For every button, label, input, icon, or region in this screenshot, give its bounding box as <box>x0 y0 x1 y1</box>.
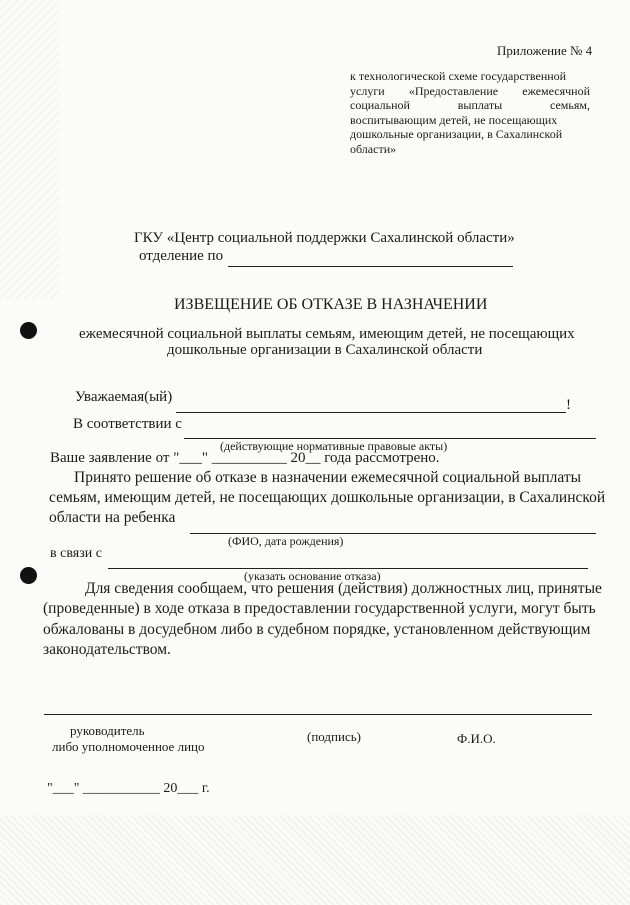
head-label-2: либо уполномоченное лицо <box>52 739 205 754</box>
greeting-label: Уважаемая(ый) <box>75 389 173 405</box>
decision-line-2: семьям, имеющим детей, не посещающих дошкольные организации, в Сахалинской <box>49 489 606 506</box>
application-date-line: Ваше заявление от "___" __________ 20__ года рассмотрено. <box>50 450 440 466</box>
appendix-title: Приложение № 4 <box>497 43 593 58</box>
department-field-line <box>228 266 513 267</box>
greeting-name-line <box>176 412 566 413</box>
appendix-line: области» <box>350 141 397 156</box>
punch-hole-top <box>20 322 37 339</box>
org-name: ГКУ «Центр социальной поддержки Сахалинской области» <box>134 230 515 246</box>
decision-line-3: области на ребенка <box>49 509 176 526</box>
scan-noise-bottom <box>0 815 630 905</box>
appendix-line: социальной выплаты семьям, <box>350 98 590 112</box>
appendix-line: к технологической схеме государственной <box>350 69 567 83</box>
head-label-1: руководитель <box>70 723 145 738</box>
notice-subtitle-2: дошкольные организации в Сахалинской области <box>167 342 483 358</box>
info-line-1: Для сведения сообщаем, что решения (действия) должностных лиц, принятые <box>85 580 602 597</box>
accordance-hint: (действующие нормативные правовые акты) <box>220 439 448 453</box>
scan-noise-left <box>0 0 60 300</box>
punch-hole-bottom <box>20 567 37 584</box>
info-line-4: законодательством. <box>43 641 171 658</box>
reason-hint: (указать основание отказа) <box>244 569 381 583</box>
name-label: Ф.И.О. <box>457 731 496 746</box>
appendix-block <box>350 69 590 156</box>
notice-title: ИЗВЕЩЕНИЕ ОБ ОТКАЗЕ В НАЗНАЧЕНИИ <box>174 296 488 313</box>
appendix-line: дошкольные организации, в Сахалинской <box>350 127 563 141</box>
greeting-exclamation: ! <box>566 397 571 413</box>
appendix-line: услуги «Предоставление ежемесячной <box>350 83 590 98</box>
signature-date-line: "___" ___________ 20___ г. <box>47 781 210 796</box>
notice-subtitle-1: ежемесячной социальной выплаты семьям, имеющим детей, не посещающих <box>79 326 575 342</box>
accordance-label: В соответствии с <box>73 416 182 432</box>
reason-label: в связи с <box>50 546 102 561</box>
decision-line-1: Принято решение об отказе в назначении ежемесячной социальной выплаты <box>74 469 582 486</box>
appendix-line: воспитывающим детей, не посещающих <box>350 112 558 127</box>
info-line-2: (проведенные) в ходе отказа в предоставлении государственной услуги, могут быть <box>43 600 596 617</box>
signature-line <box>44 714 592 715</box>
signature-label: (подпись) <box>307 729 361 744</box>
info-line-3: обжалованы в досудебном либо в судебном порядке, установленном действующим <box>43 621 591 638</box>
child-hint: (ФИО, дата рождения) <box>228 534 344 548</box>
department-label: отделение по <box>139 248 224 264</box>
